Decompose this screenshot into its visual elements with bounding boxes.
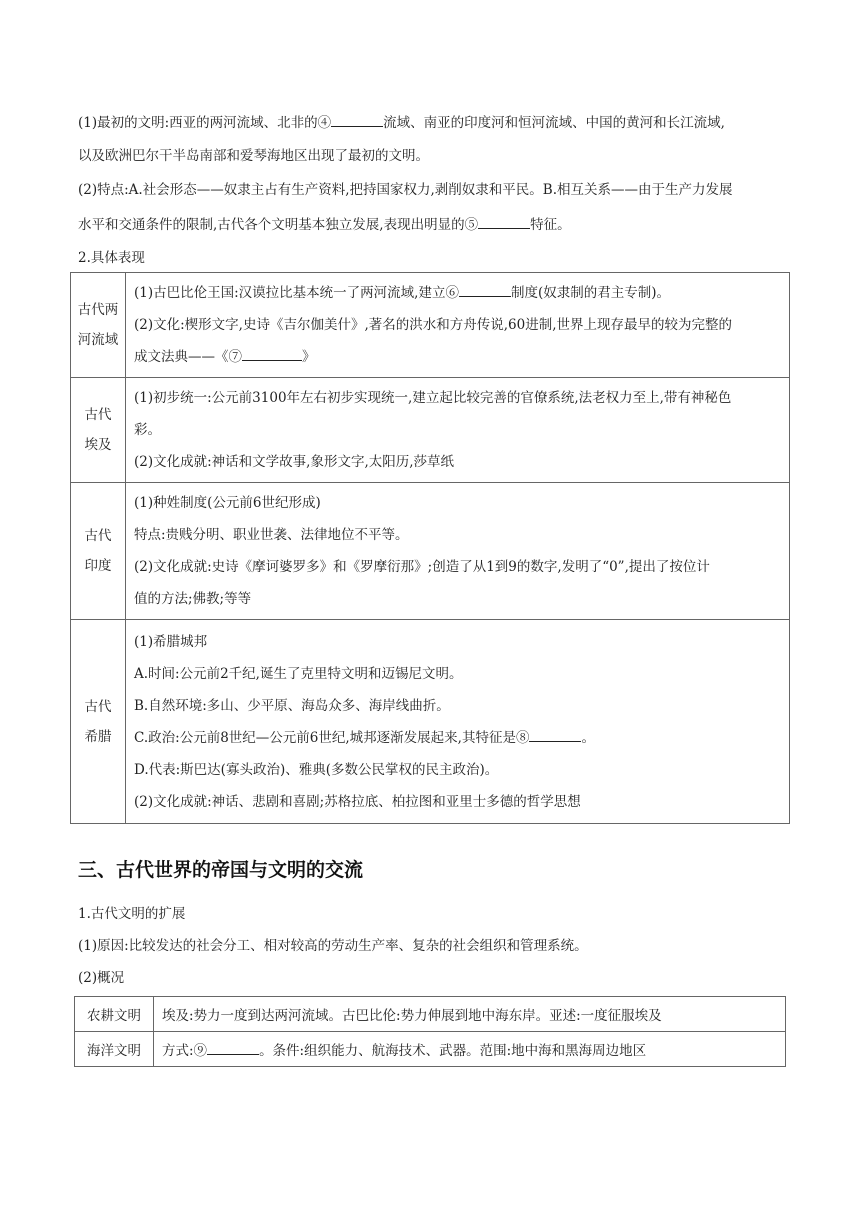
text: 流域、南亚的印度河和恒河流域、中国的黄河和长江流域,	[383, 115, 725, 131]
answer-blank-5[interactable]	[478, 214, 530, 229]
table-row	[75, 997, 786, 1032]
line	[134, 722, 781, 754]
subheading-specific-manifestations: 2.具体表现	[78, 250, 145, 266]
paragraph-overview: (2)概况	[78, 970, 125, 986]
answer-blank-7[interactable]	[242, 346, 302, 361]
line: (1)希腊城邦	[134, 633, 208, 650]
row-content: 埃及:势力一度到达两河流域。古巴比伦:势力伸展到地中海东岸。亚述:一度征服埃及	[154, 997, 786, 1032]
row-header-line: 古代	[84, 407, 112, 423]
table-row	[71, 483, 790, 620]
line: (2)文化:楔形文字,史诗《吉尔伽美什》,著名的洪水和方舟传说,60进制,世界上现存最早的较为完整的	[134, 317, 733, 333]
paragraph-reasons: (1)原因:比较发达的社会分工、相对较高的劳动生产率、复杂的社会组织和管理系统。	[78, 938, 588, 954]
table-row	[71, 378, 790, 483]
paragraph-earliest-civilization-cont: 以及欧洲巴尔干半岛南部和爱琴海地区出现了最初的文明。	[78, 148, 429, 164]
table-row	[75, 1032, 786, 1067]
row-header-india	[71, 483, 126, 620]
row-header-line: 古代	[84, 698, 112, 715]
text: 水平和交通条件的限制,古代各个文明基本独立发展,表现出明显的⑤	[78, 217, 479, 233]
row-header-agricultural: 农耕文明	[75, 997, 154, 1032]
row-header-line: 古代	[84, 528, 112, 544]
text: (1)最初的文明:西亚的两河流域、北非的④	[78, 115, 332, 131]
line: 彩。	[134, 422, 161, 438]
row-header-maritime: 海洋文明	[75, 1032, 154, 1067]
row-header-mesopotamia	[71, 273, 126, 378]
text: C.政治:公元前8世纪—公元前6世纪,城邦逐渐发展起来,其特征是⑧	[134, 729, 530, 746]
row-header-line: 印度	[84, 558, 112, 574]
answer-blank-9[interactable]	[207, 1040, 259, 1055]
row-header-line: 古代两	[77, 302, 119, 318]
row-header-greece	[71, 620, 126, 824]
subheading-expansion: 1.古代文明的扩展	[78, 906, 186, 922]
text: 成文法典——《⑦	[134, 349, 242, 365]
line: (2)文化成就:神话、悲剧和喜剧;苏格拉底、柏拉图和亚里士多德的哲学思想	[134, 793, 581, 810]
text: 制度(奴隶制的君主专制)。	[510, 285, 671, 301]
row-header-line: 河流域	[77, 332, 119, 348]
line	[134, 341, 781, 373]
text: 》	[302, 349, 316, 365]
line	[134, 277, 781, 309]
row-content	[126, 620, 790, 824]
line: (2)文化成就:史诗《摩诃婆罗多》和《罗摩衍那》;创造了从1到9的数字,发明了“0”,提出了按位计	[134, 559, 710, 575]
civilizations-table	[70, 272, 790, 824]
line: (1)初步统一:公元前3100年左右初步实现统一,建立起比较完善的官僚系统,法老权力至上,带有神秘色	[134, 390, 732, 406]
row-content	[154, 1032, 786, 1067]
row-header-egypt	[71, 378, 126, 483]
text: (1)古巴比伦王国:汉谟拉比基本统一了两河流域,建立⑥	[134, 285, 459, 301]
answer-blank-6[interactable]	[459, 282, 511, 297]
line: B.自然环境:多山、少平原、海岛众多、海岸线曲折。	[134, 697, 450, 714]
row-header-line: 希腊	[84, 728, 112, 745]
table-row	[71, 273, 790, 378]
line: (2)文化成就:神话和文学故事,象形文字,太阳历,莎草纸	[134, 454, 455, 470]
row-content	[126, 378, 790, 483]
row-content	[126, 483, 790, 620]
paragraph-earliest-civilization	[78, 112, 788, 133]
answer-blank-4[interactable]	[331, 112, 383, 127]
row-header-line: 埃及	[84, 437, 112, 453]
text: 。条件:组织能力、航海技术、武器。范围:地中海和黑海周边地区	[259, 1043, 647, 1059]
row-content	[126, 273, 790, 378]
paragraph-features-cont	[78, 214, 788, 235]
line: 值的方法;佛教;等等	[134, 591, 252, 607]
line: D.代表:斯巴达(寡头政治)、雅典(多数公民掌权的民主政治)。	[134, 761, 499, 778]
text: 方式:⑨	[162, 1043, 208, 1059]
line: A.时间:公元前2千纪,诞生了克里特文明和迈锡尼文明。	[134, 665, 463, 682]
text: 特征。	[530, 217, 571, 233]
line: 特点:贵贱分明、职业世袭、法律地位不平等。	[134, 527, 409, 543]
table-row	[71, 620, 790, 824]
line: (1)种姓制度(公元前6世纪形成)	[134, 495, 321, 511]
section-title: 三、古代世界的帝国与文明的交流	[78, 859, 364, 881]
paragraph-features: (2)特点:A.社会形态——奴隶主占有生产资料,把持国家权力,剥削奴隶和平民。B.相互关系——由于生产力发展	[78, 182, 733, 198]
answer-blank-8[interactable]	[529, 727, 581, 742]
expansion-table	[74, 996, 786, 1067]
text: 。	[581, 729, 595, 746]
